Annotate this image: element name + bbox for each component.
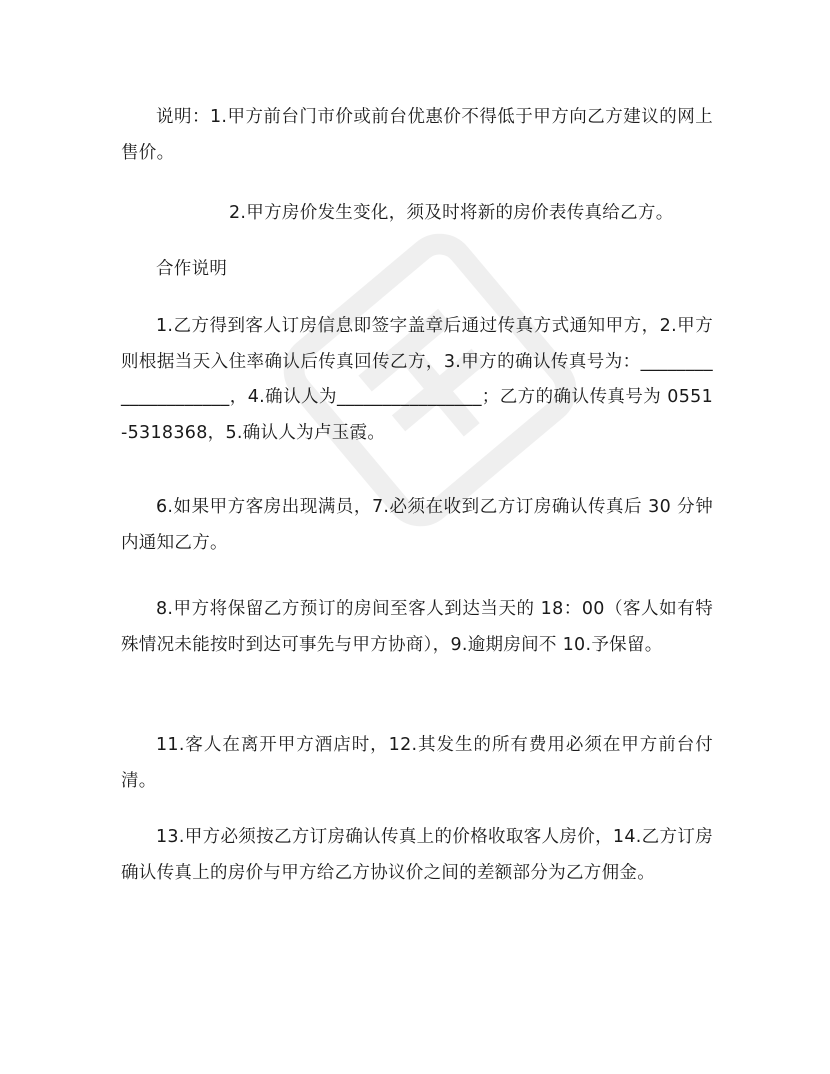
- cooperation-paragraph-4: 11.客人在离开甲方酒店时，12.其发生的所有费用必须在甲方前台付清。: [121, 735, 713, 791]
- note-paragraph-2: 2.甲方房价发生变化，须及时将新的房价表传真给乙方。: [229, 203, 674, 223]
- cooperation-paragraph-2: 6.如果甲方客房出现满员，7.必须在收到乙方订房确认传真后 30 分钟内通知乙方。: [121, 497, 713, 553]
- cooperation-paragraph-1: 1.乙方得到客人订房信息即签字盖章后通过传真方式通知甲方，2.甲方则根据当天入住率确认后传真回传乙方，3.甲方的确认传真号为：____________________，4.确认人为________________；乙方的确认传真号为 0551-5318368，5.确认人为卢玉霞。: [121, 316, 713, 443]
- section-heading-cooperation: 合作说明: [156, 259, 228, 279]
- cooperation-paragraph-5: 13.甲方必须按乙方订房确认传真上的价格收取客人房价，14.乙方订房确认传真上的房价与甲方给乙方协议价之间的差额部分为乙方佣金。: [121, 827, 713, 883]
- cooperation-paragraph-3: 8.甲方将保留乙方预订的房间至客人到达当天的 18：00（客人如有特殊情况未能按时到达可事先与甲方协商），9.逾期房间不 10.予保留。: [121, 599, 713, 655]
- note-paragraph-1: 说明：1.甲方前台门市价或前台优惠价不得低于甲方向乙方建议的网上售价。: [121, 107, 713, 163]
